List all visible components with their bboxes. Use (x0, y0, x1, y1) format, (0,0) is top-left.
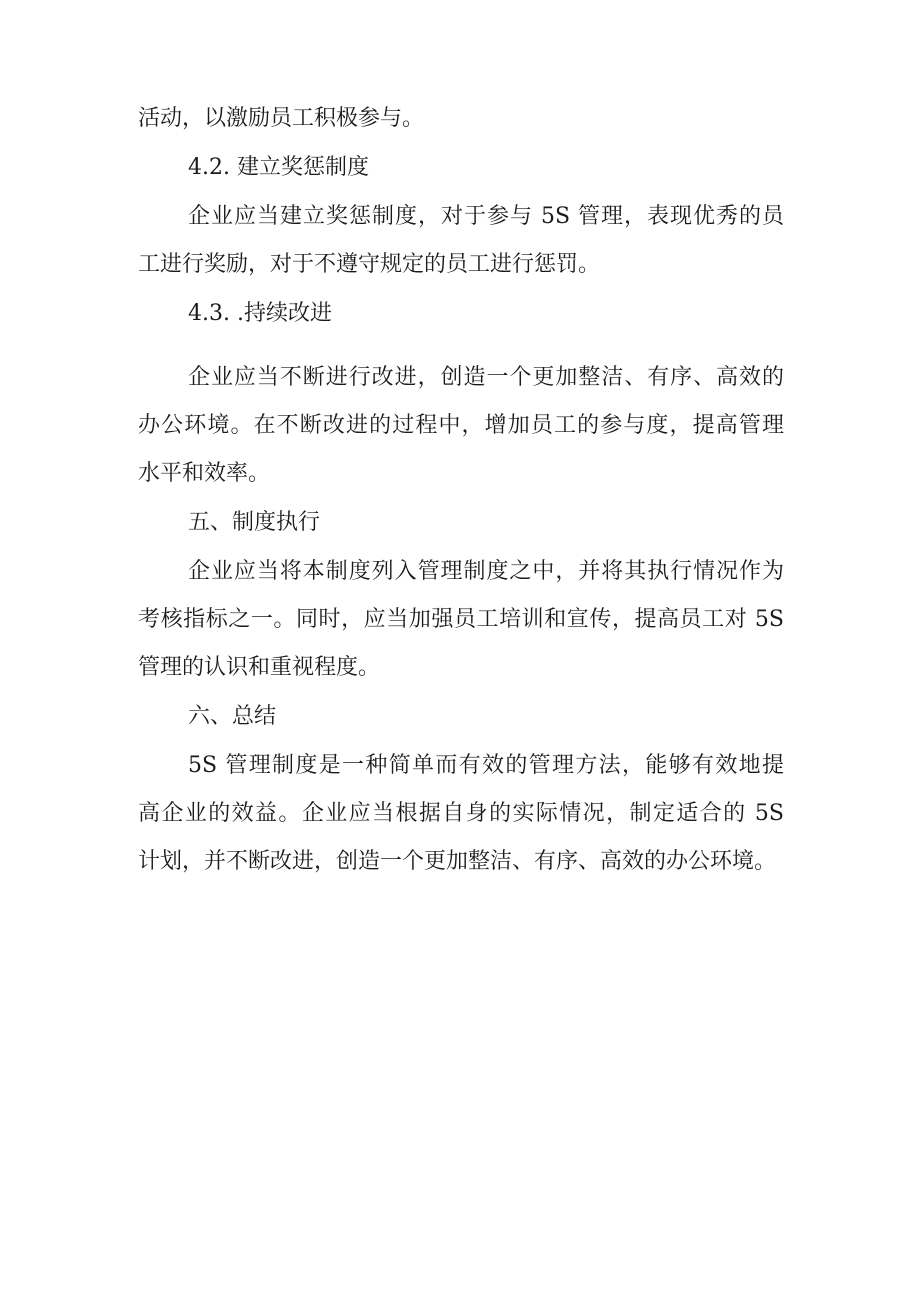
paragraph-5-line-2: 考核指标之一。同时，应当加强员工培训和宣传，提高员工对 5S (138, 607, 784, 632)
heading-section-5: 五、制度执行 (188, 510, 321, 535)
paragraph-6-line-1: 5S 管理制度是一种简单而有效的管理方法，能够有效地提 (188, 753, 784, 778)
paragraph-4-3-line-3: 水平和效率。 (138, 461, 271, 486)
heading-4-3: 4.3. .持续改进 (188, 301, 332, 326)
continuation-line: 活动，以激励员工积极参与。 (138, 106, 425, 131)
heading-section-6: 六、总结 (188, 704, 277, 729)
paragraph-4-2-line-1: 企业应当建立奖惩制度，对于参与 5S 管理，表现优秀的员 (188, 204, 784, 229)
paragraph-4-3-line-2: 办公环境。在不断改进的过程中，增加员工的参与度，提高管理 (138, 413, 784, 438)
paragraph-4-2-line-2: 工进行奖励，对于不遵守规定的员工进行惩罚。 (138, 252, 601, 277)
paragraph-6-line-2: 高企业的效益。企业应当根据自身的实际情况，制定适合的 5S (138, 801, 784, 826)
paragraph-5-line-1: 企业应当将本制度列入管理制度之中，并将其执行情况作为 (188, 559, 784, 584)
paragraph-4-3-line-1: 企业应当不断进行改进，创造一个更加整洁、有序、高效的 (188, 365, 784, 390)
heading-4-2: 4.2. 建立奖惩制度 (188, 155, 369, 180)
paragraph-6-line-3: 计划，并不断改进，创造一个更加整洁、有序、高效的办公环境。 (138, 849, 777, 874)
paragraph-5-line-3: 管理的认识和重视程度。 (138, 655, 381, 680)
